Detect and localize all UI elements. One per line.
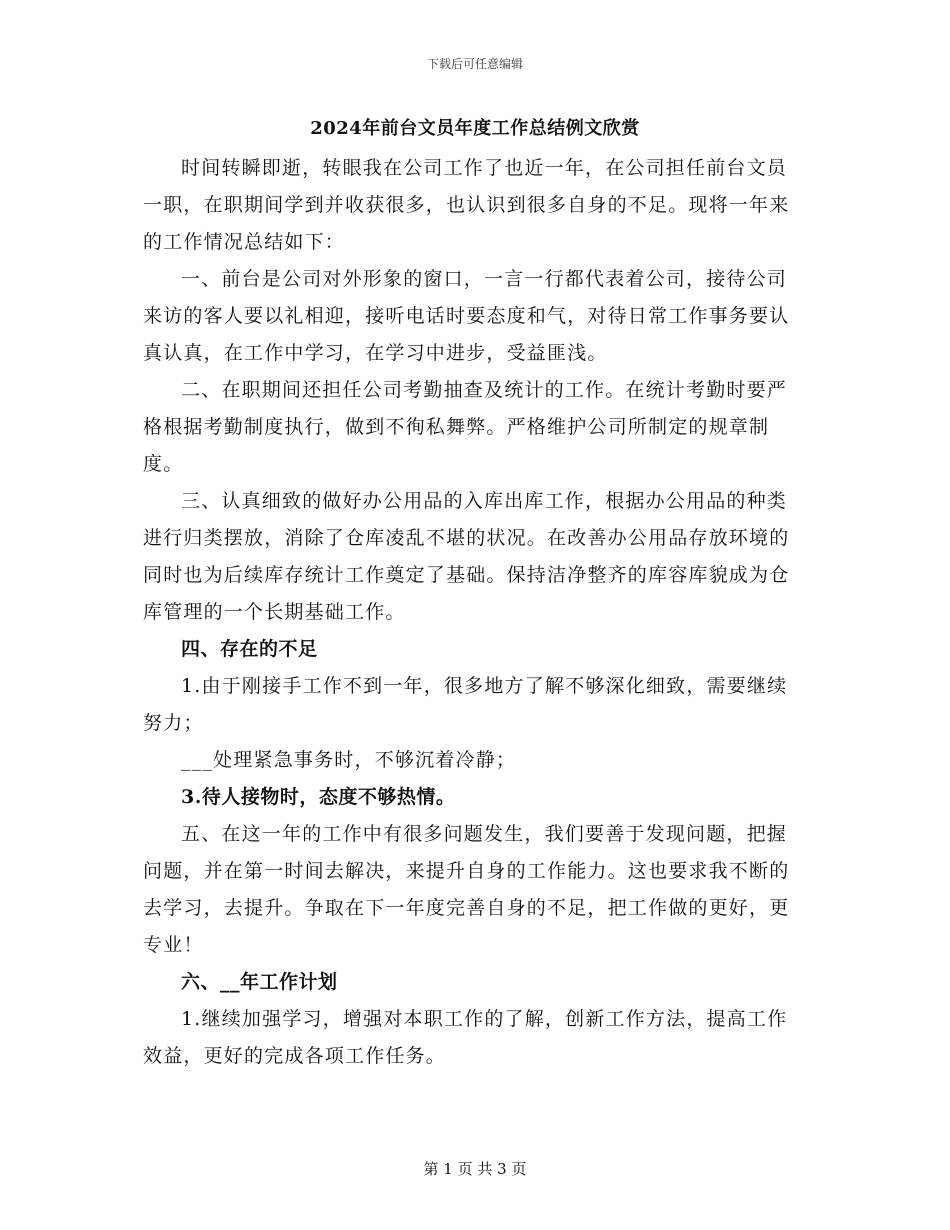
document-body bbox=[143, 150, 799, 1075]
plan-item-1: 1.继续加强学习，增强对本职工作的了解，创新工作方法，提高工作效益，更好的完成各项工作任务。 bbox=[143, 1008, 788, 1067]
document-title: 2024年前台文员年度工作总结例文欣赏 bbox=[310, 118, 640, 139]
section-one-paragraph: 一、前台是公司对外形象的窗口，一言一行都代表着公司，接待公司来访的客人要以礼相迎，接听电话时要态度和气，对待日常工作事务要认真认真，在工作中学习，在学习中进步，受益匪浅。 bbox=[143, 268, 790, 364]
section-two-paragraph: 二、在职期间还担任公司考勤抽查及统计的工作。在统计考勤时要严格根据考勤制度执行，做到不徇私舞弊。严格维护公司所制定的规章制度。 bbox=[143, 379, 788, 475]
shortcoming-item-3: 3.待人接物时，态度不够热情。 bbox=[181, 786, 456, 808]
section-five-paragraph: 五、在这一年的工作中有很多问题发生，我们要善于发现问题，把握问题，并在第一时间去解决，来提升自身的工作能力。这也要求我不断的去学习，去提升。争取在下一年度完善自身的不足，把工作做的更好，更专业！ bbox=[143, 823, 790, 956]
section-three-paragraph: 三、认真细致的做好办公用品的入库出库工作，根据办公用品的种类进行归类摆放，消除了仓库凌乱不堪的状况。在改善办公用品存放环境的同时也为后续库存统计工作奠定了基础。保持洁净整齐的库容库貌成为仓库管理的一个长期基础工作。 bbox=[143, 490, 790, 623]
section-six-heading: 六、__年工作计划 bbox=[181, 971, 338, 993]
shortcoming-item-2: ___处理紧急事务时，不够沉着冷静； bbox=[181, 749, 517, 771]
section-four-heading: 四、存在的不足 bbox=[181, 638, 318, 660]
shortcoming-item-1: 1.由于刚接手工作不到一年，很多地方了解不够深化细致，需要继续努力； bbox=[143, 675, 788, 734]
page-header-note: 下载后可任意编辑 bbox=[426, 57, 523, 71]
intro-paragraph: 时间转瞬即逝，转眼我在公司工作了也近一年，在公司担任前台文员一职，在职期间学到并收获很多，也认识到很多自身的不足。现将一年来的工作情况总结如下： bbox=[143, 157, 790, 253]
page-number: 第 1 页 共 3 页 bbox=[423, 1160, 527, 1178]
